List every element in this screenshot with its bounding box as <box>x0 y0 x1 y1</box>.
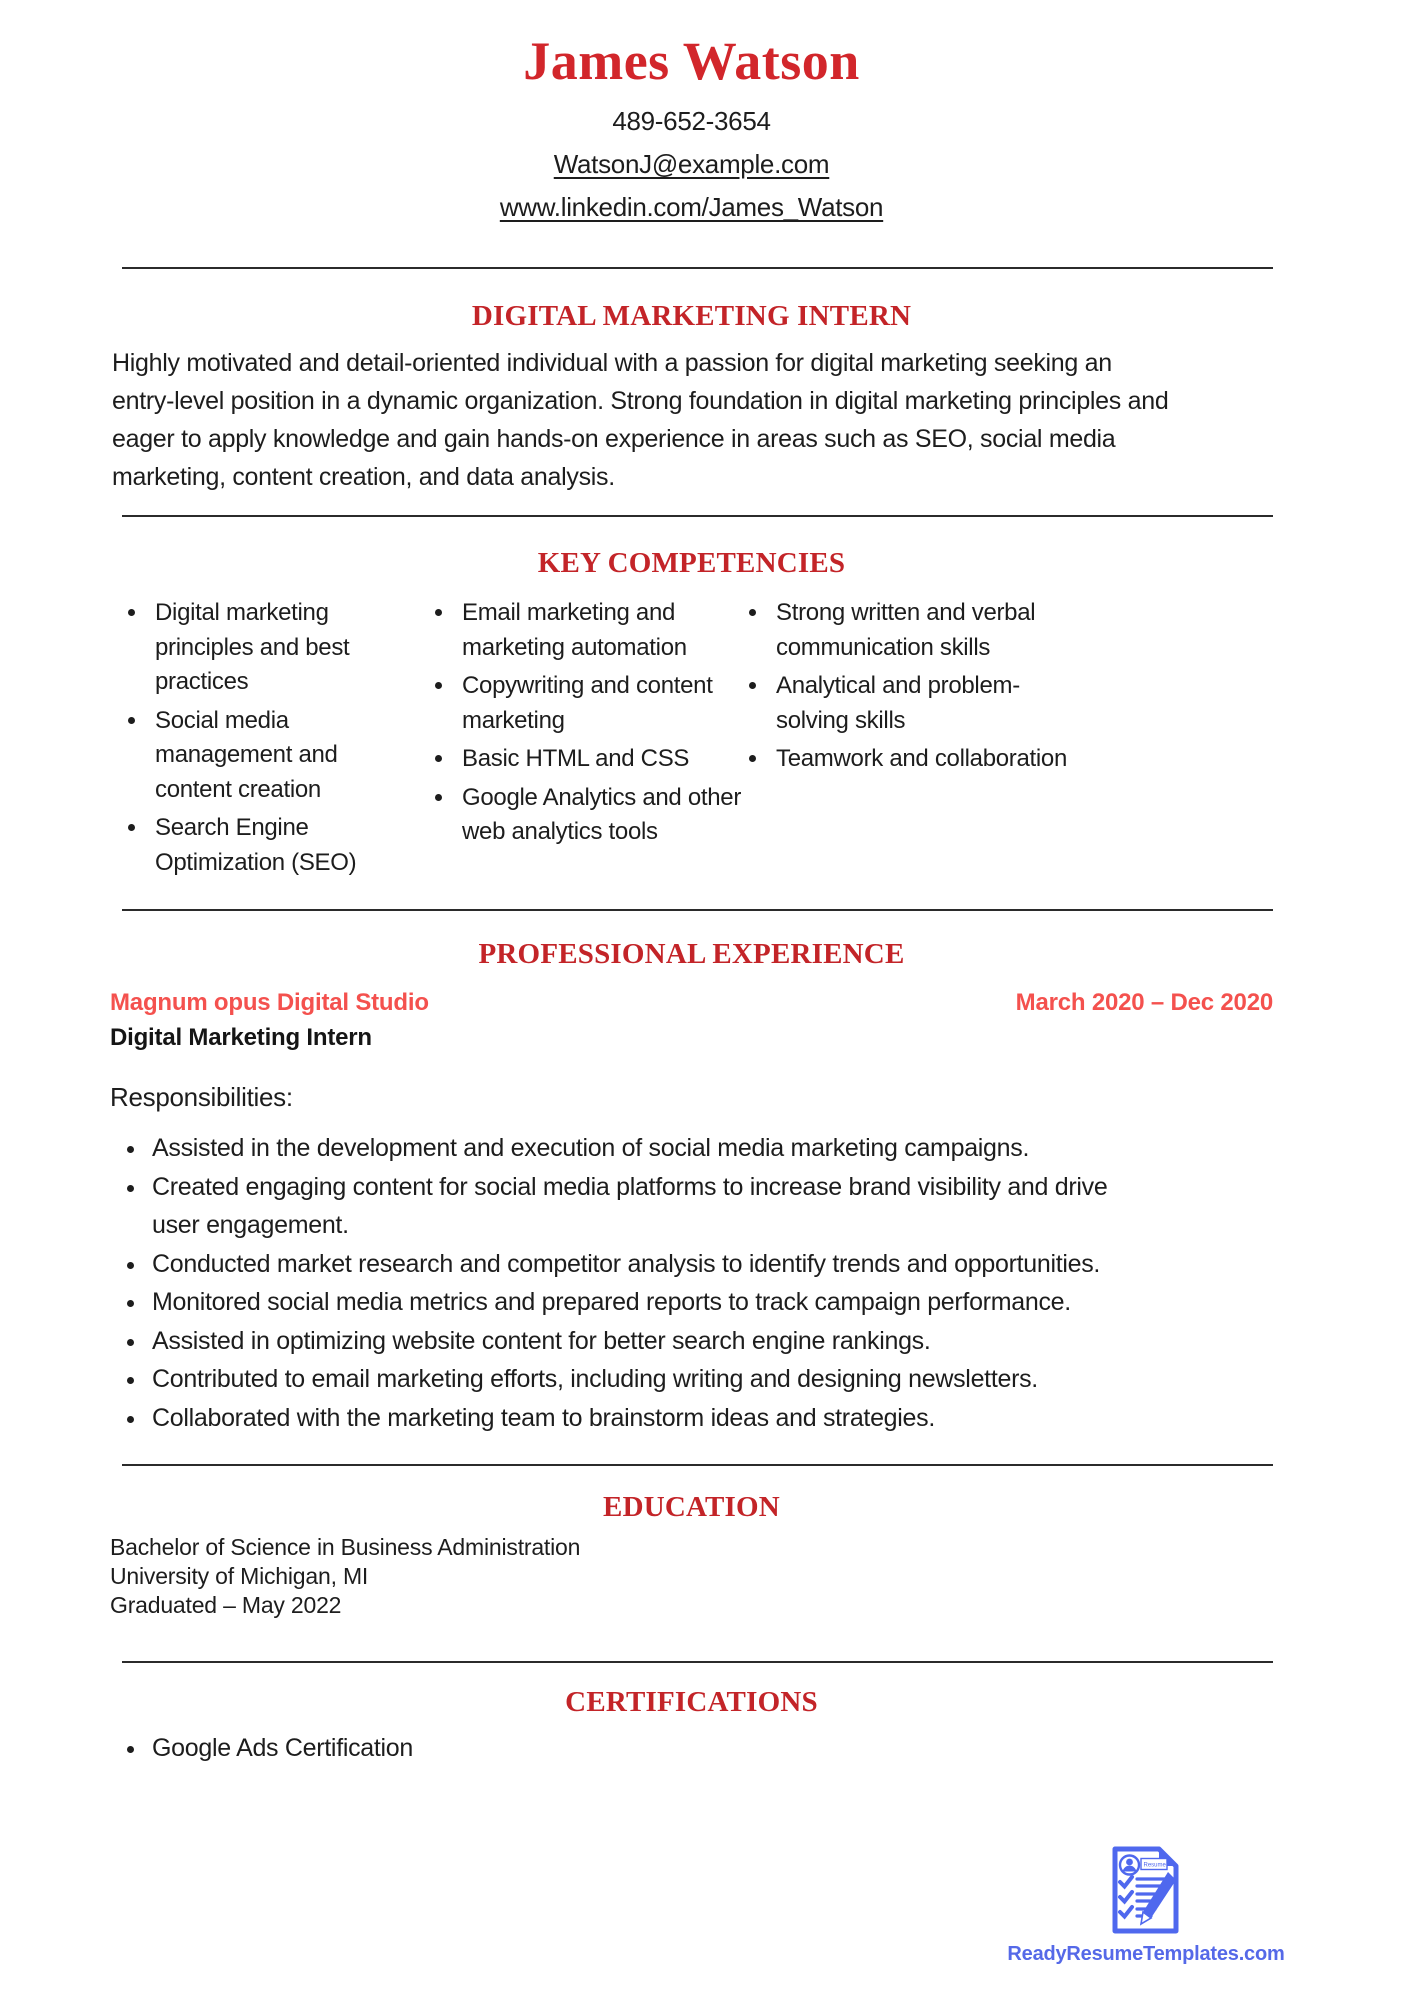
responsibilities-label: Responsibilities: <box>110 1082 293 1112</box>
divider <box>122 1661 1273 1663</box>
list-item: • Strong written and verbal communication skills <box>770 596 1070 665</box>
list-item: • Google Analytics and other web analytics tools <box>456 781 746 850</box>
graduation-date: Graduated – May 2022 <box>110 1592 342 1618</box>
list-item: • Assisted in the development and execution of social media marketing campaigns. <box>148 1129 1157 1168</box>
contact-block <box>110 100 1273 229</box>
candidate-name: James Watson <box>523 31 860 91</box>
list-item: • Digital marketing principles and best practices <box>149 596 359 700</box>
competencies-column-2 <box>430 596 746 884</box>
experience-entry-header <box>110 988 1273 1018</box>
responsibilities-list <box>110 1129 1273 1437</box>
resume-header <box>110 28 1273 229</box>
school: University of Michigan, MI <box>110 1563 369 1589</box>
list-item: • Basic HTML and CSS <box>456 742 746 777</box>
competencies-section <box>110 546 1273 884</box>
competency-list <box>430 596 746 850</box>
objective-section <box>110 299 1273 496</box>
list-item: • Collaborated with the marketing team to brainstorm ideas and strategies. <box>148 1399 1157 1438</box>
list-item: • Social media management and content creation <box>149 704 359 808</box>
certifications-list <box>118 1730 1273 1766</box>
competencies-heading: KEY COMPETENCIES <box>537 547 846 579</box>
list-item: • Analytical and problem-solving skills <box>770 669 1070 738</box>
list-item: • Teamwork and collaboration <box>770 742 1070 777</box>
education-section <box>110 1490 1273 1620</box>
competencies-column-3 <box>744 596 1070 884</box>
list-item: • Google Ads Certification <box>148 1730 1273 1766</box>
brand-footer <box>1000 1845 1292 1966</box>
education-details <box>110 1533 1273 1620</box>
logo-resume-label: Resume <box>1143 1862 1166 1869</box>
list-item: • Assisted in optimizing website content for better search engine rankings. <box>148 1322 1157 1361</box>
phone-number: 489-652-3654 <box>612 106 771 136</box>
competency-list <box>123 596 359 880</box>
brand-url: ReadyResumeTemplates.com <box>1007 1943 1285 1965</box>
list-item: • Monitored social media metrics and prepared reports to track campaign performance. <box>148 1283 1092 1322</box>
competencies-column-1 <box>123 596 359 884</box>
competency-list <box>744 596 1070 777</box>
certifications-section <box>110 1685 1273 1766</box>
list-item: • Conducted market research and competitor analysis to identify trends and opportunities. <box>148 1245 1157 1284</box>
divider <box>122 515 1273 517</box>
email-link[interactable]: WatsonJ@example.com <box>553 149 830 179</box>
education-heading: EDUCATION <box>603 1491 780 1523</box>
list-item: • Copywriting and content marketing <box>456 669 746 738</box>
resume-template-logo-icon <box>1110 1845 1182 1940</box>
degree: Bachelor of Science in Business Administration <box>110 1534 581 1560</box>
objective-heading: DIGITAL MARKETING INTERN <box>471 300 912 332</box>
certifications-heading: CERTIFICATIONS <box>565 1686 818 1718</box>
experience-heading: PROFESSIONAL EXPERIENCE <box>478 938 905 970</box>
list-item: • Contributed to email marketing efforts, including writing and designing newsletters. <box>148 1360 1157 1399</box>
list-item: • Email marketing and marketing automation <box>456 596 746 665</box>
list-item: • Search Engine Optimization (SEO) <box>149 811 359 880</box>
linkedin-link[interactable]: www.linkedin.com/James_Watson <box>499 192 884 222</box>
experience-section <box>110 937 1273 1437</box>
competencies-columns <box>110 596 1273 884</box>
divider <box>122 267 1273 269</box>
objective-text: Highly motivated and detail-oriented individual with a passion for digital marketing seeking an entry-level position in a dynamic organization. Strong foundation in digital marketing principles and eager to apply knowledge and gain hands-on experience in areas such as SEO, social media marketing, content creation, and data analysis. <box>112 349 1169 491</box>
company-name: Magnum opus Digital Studio <box>110 989 429 1016</box>
divider <box>122 1464 1273 1466</box>
employment-dates: March 2020 – Dec 2020 <box>1015 989 1273 1016</box>
job-title: Digital Marketing Intern <box>110 1024 372 1051</box>
divider <box>122 909 1273 911</box>
list-item: • Created engaging content for social media platforms to increase brand visibility and drive user engagement. <box>148 1168 1157 1245</box>
